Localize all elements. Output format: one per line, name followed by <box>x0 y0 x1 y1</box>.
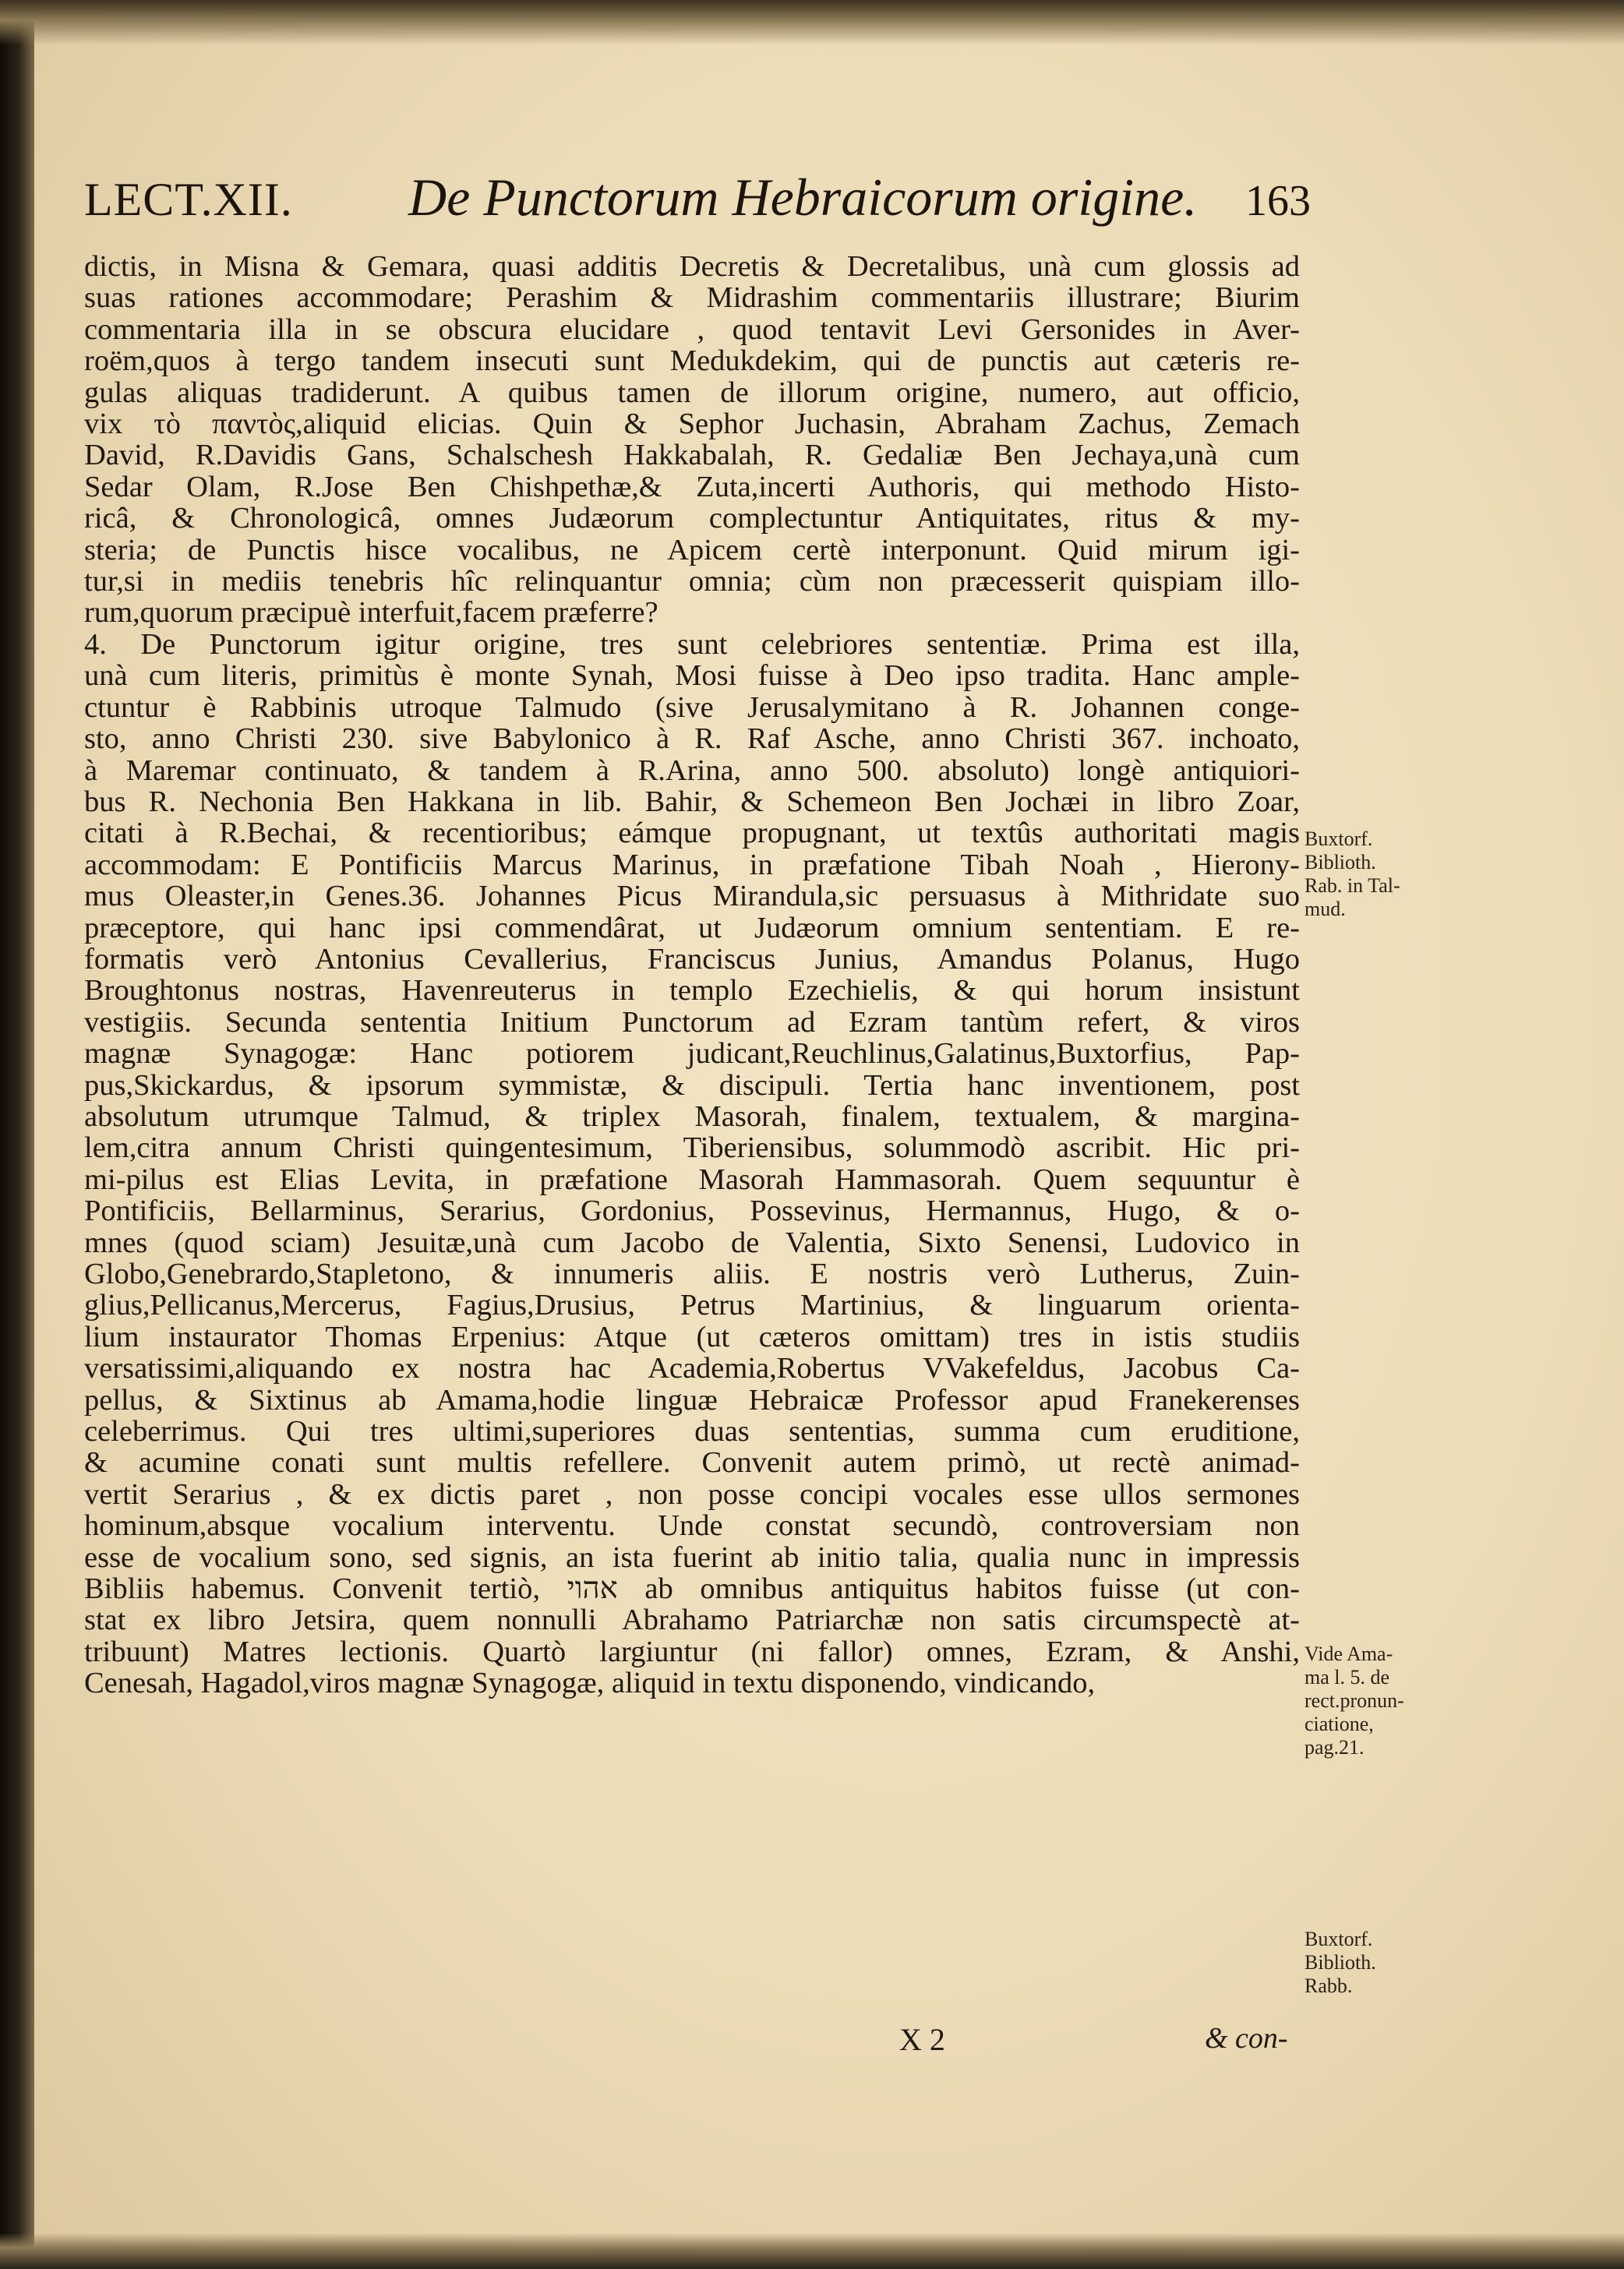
text-line: vestigiis. Secunda sententia Initium Punctorum ad Ezram tantùm refert, & viros <box>84 1005 1300 1039</box>
text-line: tribuunt) Matres lectionis. Quartò largiuntur (ni fallor) omnes, Ezram, & Anshi, <box>84 1635 1300 1668</box>
text-line: mnes (quod sciam) Jesuitæ,unà cum Jacobo de Valentia, Sixto Senensi, Ludovico in <box>84 1226 1300 1259</box>
text-line: Globo,Genebrardo,Stapletono, & innumeris aliis. E nostris verò Lutherus, Zuin- <box>84 1258 1300 1290</box>
text-line: Broughtonus nostras, Havenreuterus in templo Ezechielis, & qui horum insistunt <box>84 974 1300 1007</box>
signature-mark: X 2 <box>899 2022 945 2057</box>
lecture-number: LECT.XII. <box>84 174 293 225</box>
text-line: accommodam: E Pontificiis Marcus Marinus, in præfatione Tibah Noah , Hierony- <box>84 848 1300 881</box>
text-line: citati à R.Bechai, & recentioribus; eámque propugnant, ut textûs authoritati magis <box>84 817 1300 850</box>
page-footer <box>84 2021 1300 2060</box>
note-line: ma l. 5. de <box>1304 1666 1390 1689</box>
marginal-note-1 <box>1304 827 1437 921</box>
page-top-edge <box>0 0 1624 45</box>
text-line: commentaria illa in se obscura elucidare , quod tentavit Levi Gersonides in Aver- <box>84 312 1300 346</box>
text-line: 4. De Punctorum igitur origine, tres sunt celebriores sententiæ. Prima est illa, <box>84 627 1300 661</box>
text-line: celeberrimus. Qui tres ultimi,superiores duas sententias, summa cum eruditione, <box>84 1415 1300 1449</box>
text-line: David, R.Davidis Gans, Schalschesh Hakkabalah, R. Gedaliæ Ben Jechaya,unà cum <box>84 439 1300 472</box>
note-line: Buxtorf. <box>1304 827 1373 850</box>
text-line: vix τὸ παντὸς,aliquid elicias. Quin & Sephor Juchasin, Abraham Zachus, Zemach <box>84 408 1300 441</box>
text-line: pellus, & Sixtinus ab Amama,hodie linguæ Hebraicæ Professor apud Franekerenses <box>84 1383 1300 1417</box>
running-header <box>84 168 1311 235</box>
text-line: hominum,absque vocalium interventu. Unde constat secundò, controversiam non <box>84 1509 1300 1543</box>
running-title: De Punctorum Hebraicorum origine. <box>408 168 1198 227</box>
text-line: ricâ, & Chronologicâ, omnes Judæorum complectuntur Antiquitates, ritus & my- <box>84 502 1300 535</box>
text-line: præceptore, qui hanc ipsi commendârat, ut Judæorum omnium sententiam. E re- <box>84 911 1300 944</box>
text-line: bus R. Nechonia Ben Hakkana in lib. Bahir, & Schemeon Ben Jochæi in libro Zoar, <box>84 785 1300 818</box>
text-line: Pontificiis, Bellarminus, Serarius, Gordonius, Possevinus, Hermannus, Hugo, & o- <box>84 1194 1300 1228</box>
text-line: mi-pilus est Elias Levita, in præfatione Masorah Hammasorah. Quem sequuntur è <box>84 1163 1300 1196</box>
binding-gutter <box>0 0 34 2269</box>
page-bottom-edge <box>0 2233 1624 2269</box>
text-line: magnæ Synagogæ: Hanc potiorem judicant,Reuchlinus,Galatinus,Buxtorfius, Pap- <box>84 1037 1300 1071</box>
note-line: pag.21. <box>1304 1736 1365 1759</box>
text-line: Cenesah, Hagadol,viros magnæ Synagogæ, aliquid in textu disponendo, vindicando, <box>84 1667 1096 1700</box>
note-line: Rab. in Tal- <box>1304 874 1400 897</box>
text-line: suas rationes accommodare; Perashim & Midrashim commentariis illustrare; Biurim <box>84 281 1300 315</box>
text-line: ctuntur è Rabbinis utroque Talmudo (sive Jerusalymitano à R. Johannen conge- <box>84 690 1300 724</box>
text-line: tur,si in mediis tenebris hîc relinquantur omnia; cùm non præcesserit quispiam illo- <box>84 565 1300 598</box>
page-number: 163 <box>1245 177 1311 225</box>
note-line: ciatione, <box>1304 1713 1374 1735</box>
marginal-note-3 <box>1304 1928 1437 1998</box>
note-line: rect.pronun- <box>1304 1689 1404 1712</box>
note-line: Biblioth. <box>1304 851 1376 873</box>
text-line: pus,Skickardus, & ipsorum symmistæ, & discipuli. Tertia hanc inventionem, post <box>84 1068 1300 1102</box>
text-line: mus Oleaster,in Genes.36. Johannes Picus Mirandula,sic persuasus à Mithridate suo <box>84 880 1300 913</box>
text-line: formatis verò Antonius Cevallerius, Franciscus Junius, Amandus Polanus, Hugo <box>84 942 1300 976</box>
catchword: & con- <box>1205 2022 1288 2055</box>
note-line: Biblioth. <box>1304 1951 1376 1974</box>
note-line: mud. <box>1304 898 1346 920</box>
marginal-note-2 <box>1304 1643 1437 1759</box>
text-line: glius,Pellicanus,Mercerus, Fagius,Drusius, Petrus Martinius, & linguarum orienta- <box>84 1289 1300 1322</box>
text-line: esse de vocalium sono, sed signis, an ista fuerint ab initio talia, qualia nunc in impressis <box>84 1540 1300 1574</box>
note-line: Rabb. <box>1304 1974 1353 1997</box>
text-line: Sedar Olam, R.Jose Ben Chishpethæ,& Zuta,incerti Authoris, qui methodo Histo- <box>84 470 1300 503</box>
text-line: Bibliis habemus. Convenit tertiò, אהוי ab omnibus antiquitus habitos fuisse (ut con- <box>84 1572 1300 1606</box>
text-line: sto, anno Christi 230. sive Babylonico à R. Raf Asche, anno Christi 367. inchoato, <box>84 722 1300 756</box>
text-line: à Maremar continuato, & tandem à R.Arina, anno 500. absoluto) longè antiquiori- <box>84 753 1300 787</box>
note-line: Vide Ama- <box>1304 1643 1393 1665</box>
text-line: rum,quorum præcipuè interfuit,facem præferre? <box>84 596 658 630</box>
main-text-block <box>84 251 1300 1699</box>
text-line: & acumine conati sunt multis refellere. Convenit autem primò, ut rectè animad- <box>84 1446 1300 1480</box>
text-line: steria; de Punctis hisce vocalibus, ne Apicem certè interponunt. Quid mirum igi- <box>84 533 1300 566</box>
text-line: absolutum utrumque Talmud, & triplex Masorah, finalem, textualem, & margina- <box>84 1099 1300 1133</box>
text-line: lem,citra annum Christi quingentesimum, Tiberiensibus, solummodò ascribit. Hic pri- <box>84 1131 1300 1165</box>
note-line: Buxtorf. <box>1304 1928 1373 1950</box>
text-line: vertit Serarius , & ex dictis paret , non posse concipi vocales esse ullos sermones <box>84 1477 1300 1511</box>
text-line: roëm,quos à tergo tandem insecuti sunt Medukdekim, qui de punctis aut cæteris re- <box>84 344 1300 378</box>
text-line: gulas aliquas tradiderunt. A quibus tamen de illorum origine, numero, aut officio, <box>84 376 1300 409</box>
text-line: lium instaurator Thomas Erpenius: Atque (ut cæteros omittam) tres in istis studiis <box>84 1320 1300 1353</box>
text-line: versatissimi,aliquando ex nostra hac Academia,Robertus VVakefeldus, Jacobus Ca- <box>84 1352 1300 1385</box>
text-line: dictis, in Misna & Gemara, quasi additis Decretis & Decretalibus, unà cum glossis ad <box>84 250 1300 283</box>
text-line: unà cum literis, primitùs è monte Synah, Mosi fuisse à Deo ipso tradita. Hanc ample- <box>84 659 1300 693</box>
text-line: stat ex libro Jetsira, quem nonnulli Abrahamo Patriarchæ non satis circumspectè at- <box>84 1604 1300 1637</box>
